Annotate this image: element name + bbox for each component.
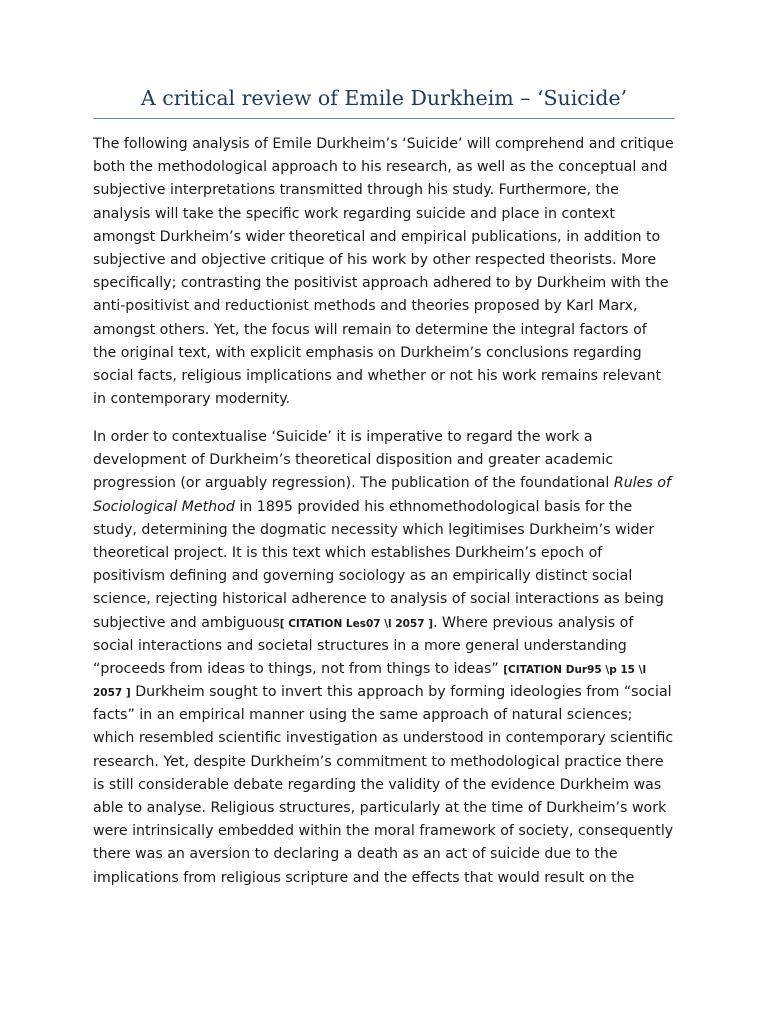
text-line: facts” in an empirical manner using the same approach of natural sciences; <box>93 707 633 724</box>
text-line: study, determining the dogmatic necessity which legitimises Durkheim’s wider <box>93 521 655 538</box>
text-line: able to analyse. Religious structures, particularly at the time of Durkheim’s work <box>93 800 667 816</box>
text-line: positivism defining and governing sociology as an empirically distinct social <box>93 568 633 585</box>
text-line: amongst others. Yet, the focus will remain to determine the integral factors of <box>93 321 647 338</box>
text-line: social facts, religious implications and whether or not his work remains relevant <box>93 367 662 384</box>
text-line: research. Yet, despite Durkheim’s commitment to methodological practice there <box>93 753 664 770</box>
text-line: in contemporary modernity. <box>93 391 291 408</box>
paragraph-2 <box>93 426 683 890</box>
text-line: subjective interpretations transmitted through his study. Furthermore, the <box>93 182 619 199</box>
citation-field: [ CITATION Les07 \l 2057 ] <box>279 617 433 630</box>
text-line: social interactions and societal structures in a more general understanding <box>93 637 627 654</box>
text-run: progression (or arguably regression). The publication of the foundational <box>93 475 614 492</box>
book-title-italic: Rules of <box>613 475 671 492</box>
text-line <box>93 496 683 519</box>
text-line <box>93 658 683 681</box>
text-run: . Where previous analysis of <box>433 614 634 631</box>
citation-field: [CITATION Dur95 \p 15 \l <box>503 663 647 676</box>
text-line: were intrinsically embedded within the moral framework of society, consequently <box>93 823 674 840</box>
text-line <box>93 612 683 635</box>
book-title-italic: Sociological Method <box>93 498 235 515</box>
paragraph-1 <box>93 133 683 411</box>
text-line: The following analysis of Emile Durkheim’s ‘Suicide’ will comprehend and critique <box>93 136 674 152</box>
text-line: is still considerable debate regarding the validity of the evidence Durkheim was <box>93 776 662 793</box>
text-run: Durkheim sought to invert this approach by forming ideologies from “social <box>130 684 672 701</box>
text-line: subjective and objective critique of his work by other respected theorists. More <box>93 251 657 268</box>
title-underline <box>93 118 675 119</box>
text-line: In order to contextualise ‘Suicide’ it is imperative to regard the work a <box>93 429 593 445</box>
text-line: both the methodological approach to his research, as well as the conceptual and <box>93 159 668 176</box>
text-line: which resembled scientific investigation as understood in contemporary scientific <box>93 730 674 747</box>
text-line: development of Durkheim’s theoretical disposition and greater academic <box>93 452 614 469</box>
document-title: A critical review of Emile Durkheim – ‘Suicide’ <box>140 86 628 110</box>
text-line: specifically; contrasting the positivist approach adhered to by Durkheim with the <box>93 275 669 292</box>
text-line: amongst Durkheim’s wider theoretical and empirical publications, in addition to <box>93 228 661 245</box>
text-line: theoretical project. It is this text which establishes Durkheim’s epoch of <box>93 544 603 561</box>
text-line: implications from religious scripture and the effects that would result on the <box>93 869 635 886</box>
text-run: “proceeds from ideas to things, not from things to ideas” <box>93 660 504 677</box>
text-run: in 1895 provided his ethnomethodological basis for the <box>234 498 633 515</box>
text-line: the original text, with explicit emphasis on Durkheim’s conclusions regarding <box>93 344 642 361</box>
text-run: subjective and ambiguous <box>93 614 280 631</box>
text-line <box>93 472 683 495</box>
text-line: analysis will take the specific work regarding suicide and place in context <box>93 205 615 222</box>
text-line <box>93 681 683 704</box>
text-line: anti-positivist and reductionist methods and theories proposed by Karl Marx, <box>93 298 638 315</box>
text-line: there was an aversion to declaring a death as an act of suicide due to the <box>93 846 618 863</box>
citation-field: 2057 ] <box>93 687 131 700</box>
text-line: science, rejecting historical adherence to analysis of social interactions as being <box>93 591 664 608</box>
